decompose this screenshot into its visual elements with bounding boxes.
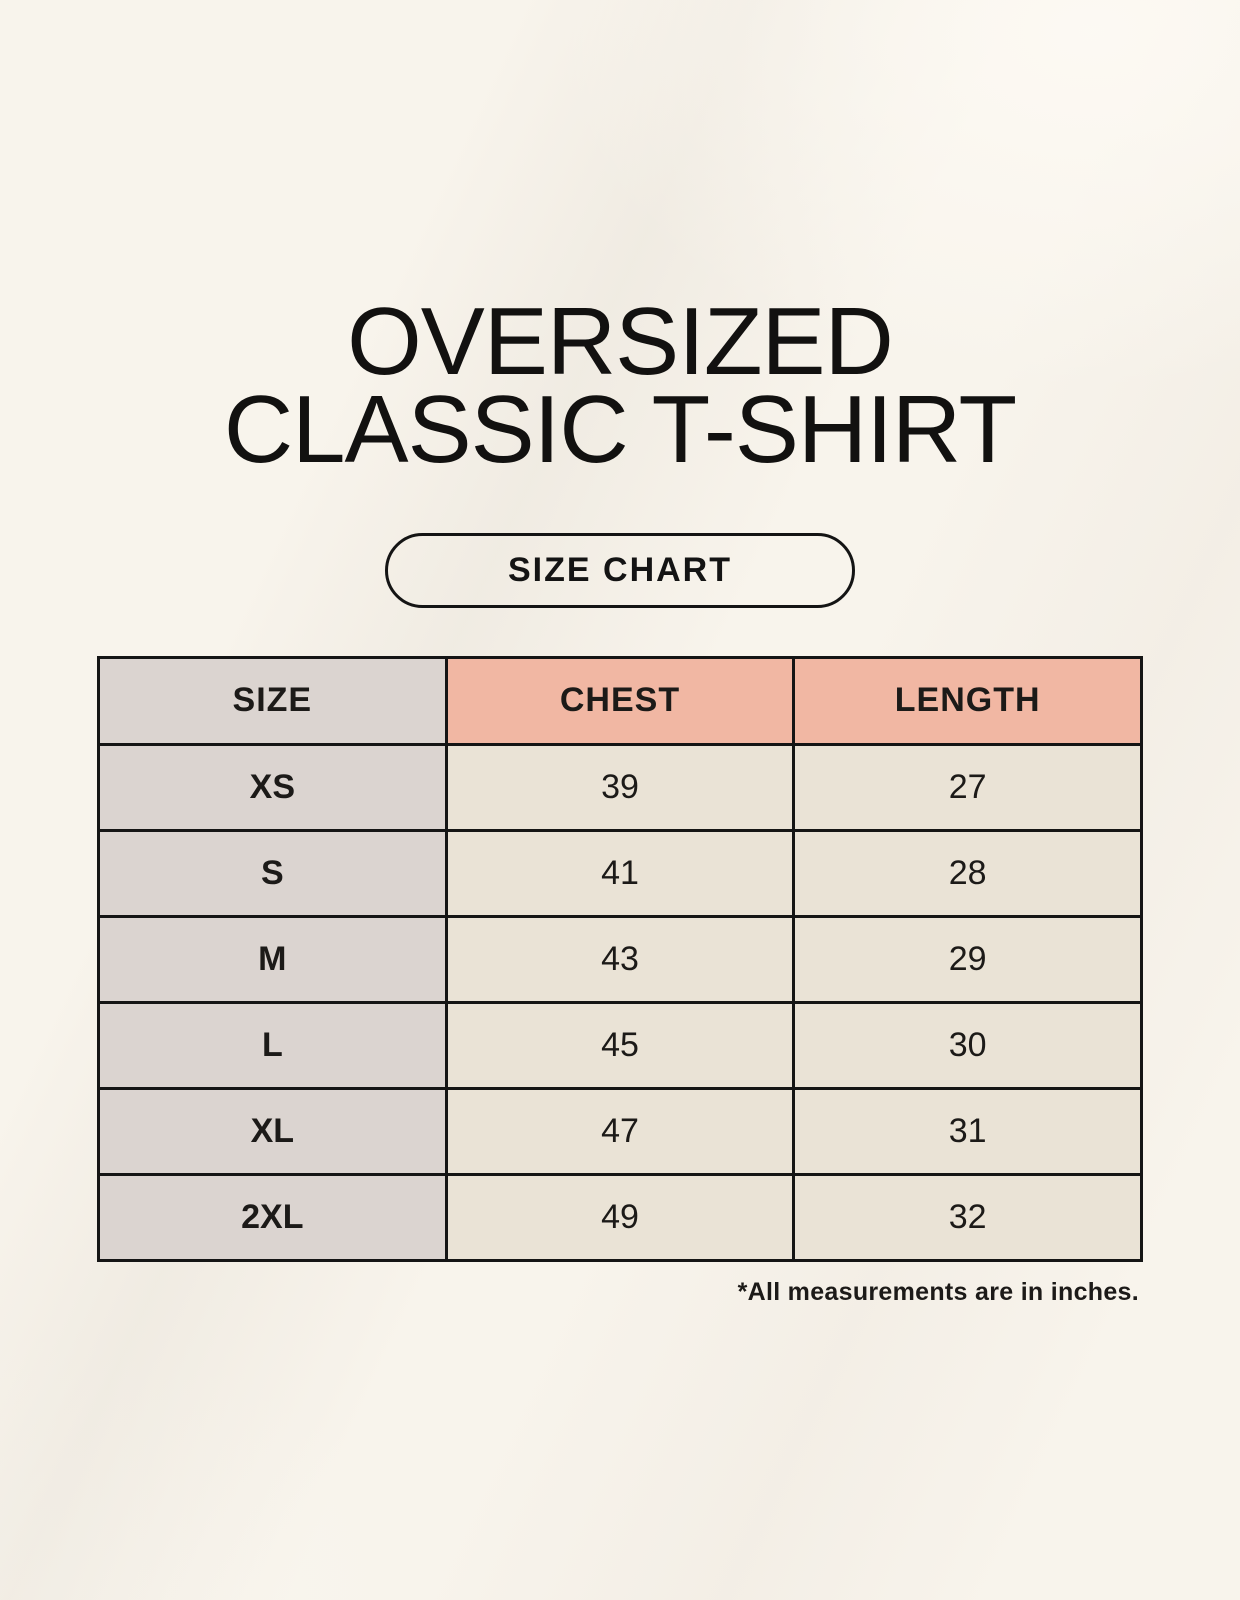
measurements-footnote: *All measurements are in inches. — [737, 1277, 1139, 1306]
size-label-cell: M — [99, 916, 447, 1002]
size-chart-button[interactable] — [385, 533, 855, 608]
chest-value-cell: 49 — [446, 1174, 794, 1260]
length-value-cell: 31 — [794, 1088, 1142, 1174]
table-header-row — [99, 657, 1142, 744]
length-value-cell: 28 — [794, 830, 1142, 916]
table-row — [99, 830, 1142, 916]
chest-value-cell: 41 — [446, 830, 794, 916]
chest-value-cell: 45 — [446, 1002, 794, 1088]
page-title — [0, 288, 1240, 484]
column-header-size: SIZE — [99, 657, 447, 744]
table-row — [99, 1174, 1142, 1260]
size-chart-table — [97, 656, 1143, 1262]
size-label-cell: L — [99, 1002, 447, 1088]
size-chart-button-label: SIZE CHART — [508, 550, 732, 589]
length-value-cell: 32 — [794, 1174, 1142, 1260]
page-title-line2: CLASSIC T-SHIRT — [223, 376, 1017, 484]
chest-value-cell: 43 — [446, 916, 794, 1002]
page-title-line1: OVERSIZED — [347, 288, 893, 395]
table-row — [99, 1002, 1142, 1088]
column-header-chest: CHEST — [446, 657, 794, 744]
size-label-cell: XL — [99, 1088, 447, 1174]
chest-value-cell: 47 — [446, 1088, 794, 1174]
size-label-cell: XS — [99, 744, 447, 830]
size-label-cell: 2XL — [99, 1174, 447, 1260]
column-header-length: LENGTH — [794, 657, 1142, 744]
chest-value-cell: 39 — [446, 744, 794, 830]
table-row — [99, 744, 1142, 830]
size-table-body — [99, 744, 1142, 1260]
size-label-cell: S — [99, 830, 447, 916]
length-value-cell: 30 — [794, 1002, 1142, 1088]
table-row — [99, 916, 1142, 1002]
length-value-cell: 27 — [794, 744, 1142, 830]
length-value-cell: 29 — [794, 916, 1142, 1002]
table-row — [99, 1088, 1142, 1174]
